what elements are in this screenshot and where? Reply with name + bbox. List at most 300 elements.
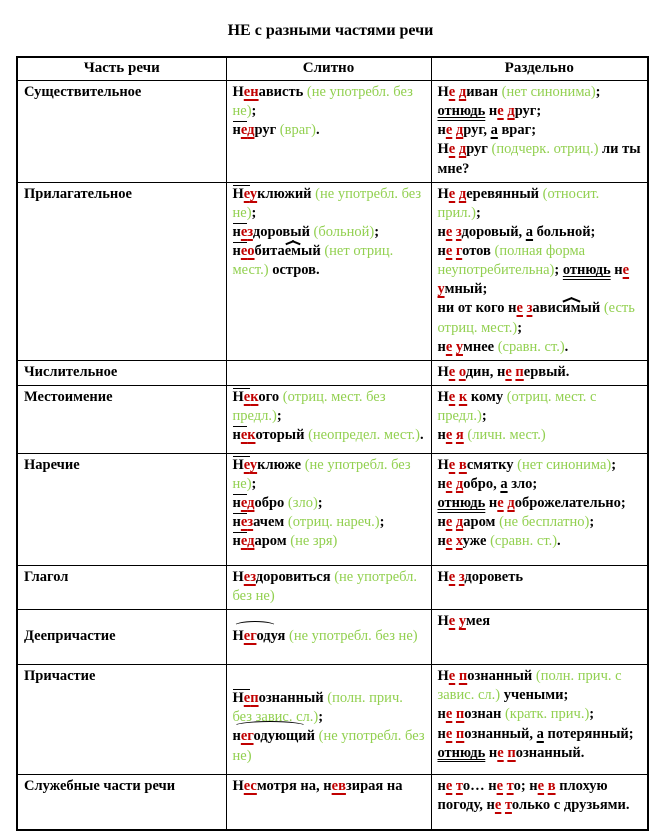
highlight-letter: е (505, 363, 512, 380)
example-entry (233, 242, 426, 280)
text-segment: н (437, 338, 446, 355)
highlight-letter: е (448, 568, 456, 585)
highlight-letter: е (445, 243, 453, 259)
highlight-letter: п (458, 668, 468, 685)
example-entry (438, 725, 643, 744)
text-segment: ли ты мне? (437, 141, 645, 177)
text-segment: Н (232, 690, 244, 707)
highlight-letter: ев (331, 778, 346, 795)
slitno-cell (226, 775, 431, 830)
highlight-letter: у (249, 456, 258, 473)
highlight-letter: х (455, 533, 463, 550)
text-segment: одуя (256, 628, 286, 645)
highlight-letter (233, 727, 315, 746)
text-segment: потерянный; (543, 725, 634, 742)
text-segment: учеными; (500, 687, 569, 704)
highlight-letter: е (240, 514, 248, 531)
razdelno-cell (431, 453, 648, 565)
razdelno-cell (431, 182, 648, 360)
text-segment: ; (276, 408, 282, 424)
text-segment: ознанный (467, 668, 536, 685)
text-segment: ; (317, 495, 323, 512)
gloss-text: (не употребл. без не) (232, 728, 429, 764)
example-entry (438, 513, 643, 532)
table-body (17, 81, 648, 830)
highlight-letter: у (455, 338, 463, 355)
text-segment: ; (589, 706, 595, 723)
highlight-letter: е (243, 690, 251, 707)
example-entry (438, 475, 643, 494)
text-segment: им (562, 300, 581, 317)
highlight-letter: к (247, 427, 256, 444)
text-segment: Н (232, 778, 244, 795)
highlight-letter: у (437, 281, 445, 298)
razdelno-cell (431, 665, 648, 775)
text-segment: ознан (464, 706, 505, 723)
highlight-letter: е (448, 363, 456, 380)
text-segment: ознанный, (464, 725, 537, 742)
highlight-letter: е (497, 103, 504, 120)
slitno-cell (226, 665, 431, 775)
part-of-speech-label: Прилагательное (17, 182, 226, 360)
highlight-letter: е (448, 84, 456, 100)
gloss-text: (полная форма неупотребительна) (437, 243, 589, 279)
part-of-speech-label: Глагол (17, 565, 226, 609)
highlight-letter: ен (243, 84, 259, 100)
header-row (17, 57, 648, 81)
highlight-letter: е (494, 797, 502, 814)
text-segment: Н (437, 141, 449, 158)
text-segment: Н (437, 568, 449, 585)
text-segment: еревянный (466, 185, 543, 202)
part-of-speech-label: Служебные части речи (17, 775, 226, 830)
highlight-letter: о (458, 363, 466, 380)
gloss-text: (нет отриц. мест.) (232, 243, 397, 279)
highlight-letter: п (507, 744, 516, 761)
highlight-letter: я (455, 427, 464, 444)
example-entry (438, 532, 643, 551)
text-segment: отнюдь (437, 495, 486, 512)
highlight-letter: т (506, 778, 514, 795)
text-segment: обро (254, 495, 288, 512)
text-segment: одующий (253, 728, 315, 745)
highlight-letter: з (247, 514, 254, 531)
text-segment: ; (251, 103, 257, 120)
highlight-letter (233, 627, 286, 646)
text-segment: отнюдь (437, 744, 486, 761)
razdelno-cell (431, 360, 648, 385)
highlight-letter: п (250, 690, 259, 707)
highlight-letter: з (247, 223, 253, 240)
gloss-text: (есть отриц. мест.) (437, 300, 639, 336)
example-entry (438, 388, 643, 426)
highlight-letter: д (247, 122, 255, 139)
highlight-letter: е (445, 122, 453, 139)
text-segment: больной; (533, 223, 596, 240)
table-row (17, 775, 648, 830)
text-segment: о; н (513, 778, 538, 795)
text-segment: смятку (466, 456, 518, 473)
text-segment: руг (254, 122, 280, 139)
part-of-speech-label: Причастие (17, 665, 226, 775)
text-segment: ависть (258, 84, 307, 100)
highlight-letter: з (455, 223, 462, 240)
text-segment: . (315, 122, 320, 139)
example-entry (438, 456, 643, 475)
text-segment: ; (611, 456, 617, 473)
gloss-text: (нет синонима) (517, 456, 612, 473)
text-segment (629, 262, 633, 278)
highlight-letter: у (458, 613, 466, 630)
highlight-letter: д (507, 103, 515, 120)
example-entry (233, 223, 426, 242)
highlight-letter: е (243, 185, 250, 202)
text-segment: зло; (507, 476, 538, 492)
table-row (17, 565, 648, 609)
text-segment: оброжелательно; (514, 495, 626, 512)
highlight-letter: п (455, 706, 465, 723)
text-segment: отов (462, 243, 495, 259)
example-entry (438, 102, 643, 121)
example-entry (438, 299, 643, 337)
text-segment: иван (466, 84, 502, 100)
highlight-letter: ес (243, 778, 257, 795)
example-entry (438, 705, 643, 724)
example-entry (233, 83, 426, 121)
gloss-text: (кратк. прич.) (504, 706, 590, 723)
gloss-text: (не бесплатно) (499, 514, 590, 531)
slitno-cell (226, 610, 431, 665)
highlight-letter: ег (243, 628, 257, 645)
part-of-speech-label: Числительное (17, 360, 226, 385)
razdelno-cell (431, 385, 648, 453)
example-entry (438, 83, 643, 102)
text-segment: ый (301, 243, 325, 259)
highlight-letter: в (547, 778, 556, 795)
text-segment: авис (532, 300, 563, 317)
gloss-text: (не употребл. без не) (232, 456, 415, 492)
highlight-letter: з (458, 568, 465, 585)
text-segment: Н (437, 668, 449, 685)
text-segment: мный; (444, 281, 488, 298)
highlight-letter: ег (240, 728, 254, 745)
text-segment: ем (284, 243, 302, 259)
example-entry (438, 185, 643, 223)
text-segment: Н (437, 84, 449, 100)
text-segment: аром (254, 533, 291, 550)
highlight-letter: в (458, 456, 467, 473)
highlight-letter: д (455, 122, 464, 139)
highlight-letter: з (526, 300, 533, 317)
text-segment: оторый (255, 427, 309, 444)
text-segment: кому (467, 388, 507, 405)
highlight-letter: е (445, 223, 453, 240)
example-entry (438, 338, 643, 357)
example-entry (438, 744, 643, 763)
highlight-letter: е (448, 456, 456, 473)
gloss-text: (зло) (287, 495, 318, 512)
highlight-letter: д (247, 533, 255, 550)
gloss-text: (относит. прил.) (437, 185, 603, 221)
text-segment: а (536, 725, 544, 742)
text-segment: н (437, 476, 446, 492)
gloss-text: (не употребл. без не) (288, 628, 418, 645)
example-entry (438, 612, 643, 631)
example-entry (438, 140, 643, 178)
highlight-letter: к (250, 388, 259, 405)
highlight-letter: д (455, 476, 464, 492)
gloss-text: (не употребл. без не) (232, 568, 421, 604)
text-segment: н (485, 744, 498, 761)
text-segment: ого (258, 388, 283, 405)
slitno-cell (226, 81, 431, 183)
text-segment: ни от кого н (437, 300, 517, 317)
gloss-text: (отриц. нареч.) (287, 514, 380, 531)
highlight-letter: г (455, 243, 463, 259)
part-of-speech-label: Наречие (17, 453, 226, 565)
highlight-letter: е (445, 533, 453, 550)
text-segment: руг (466, 141, 492, 158)
text-segment: ; (589, 514, 595, 531)
text-segment: Н (437, 613, 449, 630)
example-entry (233, 777, 426, 796)
gloss-text: (не употребл. без не) (232, 185, 425, 221)
highlight-letter: е (516, 300, 523, 317)
part-of-speech-label: Существительное (17, 81, 226, 183)
highlight-letter: д (247, 495, 255, 512)
gloss-text: (полн. прич. без завис. сл.) (232, 690, 407, 726)
gloss-text: (подчерк. отриц.) (491, 141, 599, 158)
razdelno-cell (431, 81, 648, 183)
example-entry (233, 388, 426, 426)
gloss-text: (отриц. мест. с предл.) (437, 388, 601, 424)
highlight-letter: д (458, 141, 467, 158)
text-segment: а (490, 122, 498, 139)
text-segment: н (232, 122, 241, 139)
text-segment: а (500, 476, 508, 492)
example-entry (233, 121, 426, 140)
text-segment: н (437, 706, 446, 723)
text-segment: ый (580, 300, 604, 317)
highlight-letter: д (458, 84, 467, 100)
highlight-letter: е (445, 514, 453, 531)
text-segment: клюжий (257, 185, 316, 202)
highlight-letter: е (448, 668, 456, 685)
text-segment: н (232, 728, 241, 745)
text-segment: руг; (514, 103, 542, 120)
gloss-text: (отриц. мест. без предл.) (232, 388, 390, 424)
highlight-letter: е (448, 388, 456, 405)
text-segment: ; (554, 262, 563, 279)
text-segment: плохую погоду, н (437, 778, 612, 814)
text-segment: мея (465, 613, 491, 630)
highlight-letter: е (445, 778, 453, 795)
text-segment: н (437, 427, 446, 444)
text-segment: зирая на (345, 778, 403, 795)
gloss-text: (нет синонима) (501, 84, 596, 100)
highlight-letter: е (448, 185, 456, 202)
text-segment: н (232, 495, 241, 512)
header-part-of-speech: Часть речи (17, 57, 226, 81)
table-row (17, 81, 648, 183)
highlight-letter: ез (243, 568, 256, 585)
text-segment: . (564, 338, 569, 355)
highlight-letter: к (458, 388, 468, 405)
highlight-letter: е (240, 223, 248, 240)
highlight-letter: у (249, 185, 258, 202)
example-entry (233, 568, 426, 606)
text-segment: н (232, 533, 241, 550)
text-segment: клюже (257, 456, 305, 473)
example-entry (233, 513, 426, 532)
text-segment: Н (437, 185, 449, 202)
text-segment: аром (463, 514, 500, 531)
example-entry (438, 363, 643, 382)
text-segment: ; (379, 514, 385, 531)
text-segment: Н (437, 456, 449, 473)
text-segment: н (610, 262, 623, 279)
text-segment: ; (595, 84, 601, 100)
text-segment: Н (232, 84, 244, 100)
highlight-letter: е (448, 613, 456, 630)
text-segment: н (232, 243, 241, 259)
gloss-text: (больной) (313, 223, 375, 240)
text-segment: мнее (462, 338, 498, 355)
text-segment: . (557, 533, 561, 550)
table-header (17, 57, 648, 81)
highlight-letter: о (247, 243, 255, 259)
text-segment: Н (232, 185, 244, 202)
text-segment: ; (318, 709, 324, 726)
slitno-cell (226, 182, 431, 360)
highlight-letter: е (240, 427, 248, 444)
razdelno-cell (431, 775, 648, 830)
text-segment: ; (251, 476, 257, 492)
gloss-text: (враг) (279, 122, 316, 139)
gloss-text: (не зря) (290, 533, 338, 550)
slitno-cell (226, 385, 431, 453)
gloss-text: (не употребл. без не) (232, 84, 417, 120)
example-entry (233, 185, 426, 223)
highlight-letter: е (445, 725, 453, 742)
slitno-cell (226, 360, 431, 385)
text-segment: н (437, 223, 446, 240)
text-segment: н (232, 427, 241, 444)
text-segment: остров. (268, 262, 320, 279)
highlight-letter: е (445, 706, 453, 723)
text-segment: н (437, 533, 446, 550)
highlight-letter: е (622, 262, 630, 279)
ne-parts-of-speech-table (16, 56, 649, 831)
example-entry (438, 494, 643, 513)
text-segment: руг, (463, 122, 491, 139)
highlight-letter: д (455, 514, 464, 531)
text-segment: бита (254, 243, 285, 259)
highlight-letter: е (240, 533, 248, 550)
example-entry (233, 494, 426, 513)
highlight-letter: т (504, 797, 512, 814)
highlight-letter: е (537, 778, 545, 795)
text-segment: отнюдь (562, 262, 611, 279)
razdelno-cell (431, 610, 648, 665)
text-segment: Н (232, 568, 244, 585)
gloss-text: (сравн. ст.) (490, 533, 558, 550)
text-segment: ; (481, 408, 487, 424)
text-segment: ; (251, 204, 257, 221)
highlight-letter: е (240, 122, 248, 139)
example-entry (438, 568, 643, 587)
highlight-letter: е (448, 141, 456, 158)
example-entry (232, 727, 429, 765)
header-razdelno: Раздельно (431, 57, 648, 81)
text-segment: ачем (253, 514, 288, 531)
example-entry (438, 121, 643, 140)
highlight-letter: е (497, 495, 504, 512)
text-segment: ервый. (523, 363, 570, 380)
slitno-cell (226, 565, 431, 609)
text-segment: ознанный (258, 690, 328, 707)
page-title: НЕ с разными частями речи (227, 22, 434, 39)
text-segment: Н (232, 456, 244, 473)
text-segment: уже (462, 533, 491, 550)
example-entry (438, 242, 643, 299)
example-entry (438, 426, 643, 445)
text-segment: дороветь (464, 568, 524, 585)
text-segment: . (420, 427, 424, 444)
highlight-letter: т (455, 778, 463, 795)
example-entry (233, 627, 426, 646)
example-entry (438, 777, 643, 815)
text-segment: враг; (497, 122, 537, 139)
part-of-speech-label: Деепричастие (17, 610, 226, 665)
text-segment: н (437, 514, 446, 531)
text-segment: ознанный. (515, 744, 585, 761)
text-segment: о… н (462, 778, 497, 795)
text-segment: н (437, 778, 446, 795)
text-segment: н (485, 103, 498, 120)
example-entry (438, 667, 643, 705)
part-of-speech-label: Местоимение (17, 385, 226, 453)
example-entry (233, 532, 426, 551)
text-segment: Н (437, 363, 449, 380)
text-segment: отнюдь (437, 103, 486, 120)
text-segment: ; (475, 204, 481, 221)
text-segment: Н (437, 388, 449, 405)
text-segment: н (232, 223, 241, 240)
header-slitno: Слитно (226, 57, 431, 81)
text-segment: доровый, (461, 223, 526, 240)
text-segment: мотря на, н (256, 778, 332, 795)
text-segment: обро, (463, 476, 501, 492)
gloss-text: (личн. мест.) (467, 427, 546, 444)
highlight-letter: д (507, 495, 515, 512)
text-segment: олько с друзьями. (511, 797, 630, 814)
text-segment: н (437, 725, 446, 742)
highlight-letter: е (240, 495, 248, 512)
text-segment: а (525, 223, 534, 240)
text-segment: дин, н (465, 363, 506, 380)
text-segment: ; (517, 319, 523, 336)
razdelno-cell (431, 565, 648, 609)
table-row (17, 610, 648, 665)
table-row (17, 182, 648, 360)
highlight-letter: е (240, 243, 248, 259)
gloss-text: (полн. прич. с завис. сл.) (437, 668, 626, 704)
example-entry (233, 426, 426, 445)
text-segment: доровый (252, 223, 314, 240)
gloss-text: (сравн. ст.) (497, 338, 565, 355)
text-segment: ; (374, 223, 380, 240)
